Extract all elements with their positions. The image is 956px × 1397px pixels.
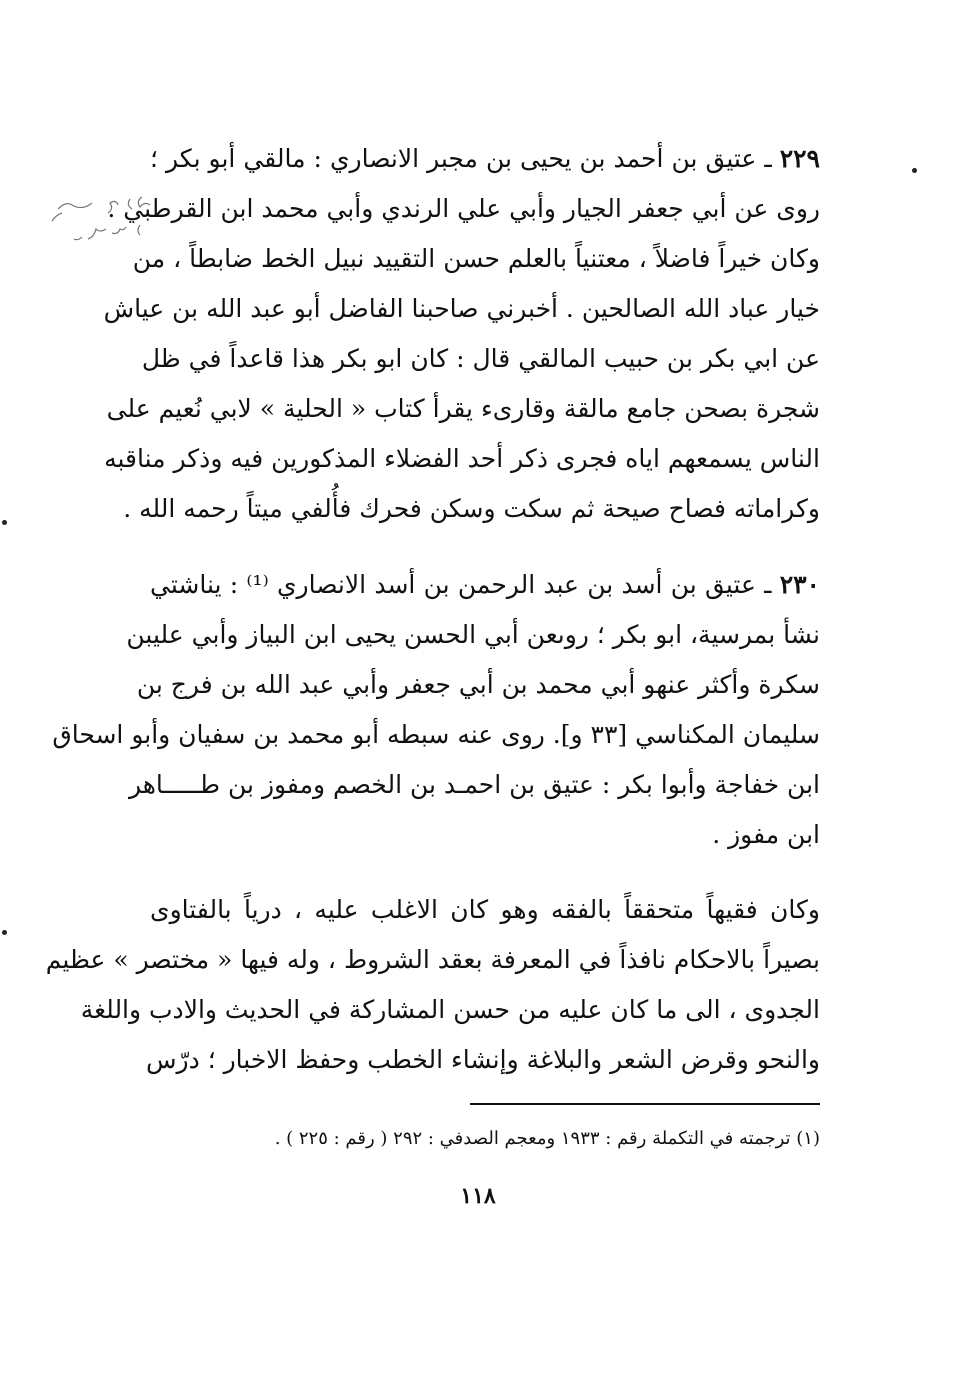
entry-line: ٢٢٩ ـ عتيق بن أحمد بن يحيى بن مجبر الانصاري : مالقي أبو بكر ؛ <box>150 144 820 173</box>
entry-line: خيار عباد الله الصالحين . أخبرني صاحبنا الفاضل أبو عبد الله بن عياش <box>103 294 820 323</box>
entry-line: ابن خفاجة وأبوا بكر : عتيق بن احمـد بن الخصم ومفوز بن طـــــاهر <box>128 770 820 799</box>
margin-speck <box>2 520 7 525</box>
margin-speck <box>2 930 7 935</box>
entry-line: الناس يسمعهم اياه فجرى ذكر أحد الفضلاء المذكورين فيه وذكر مناقبه <box>104 444 820 473</box>
entry-line: شجرة بصحن جامع مالقة وقارىء يقرأ كتاب « الحلية » لابي نُعيم على <box>106 394 820 423</box>
entry-line: ٢٣٠ ـ عتيق بن أسد بن عبد الرحمن بن أسد الانصاري ⁽¹⁾ : يناشتي <box>150 570 820 599</box>
entry-line: بصيراً بالاحكام نافذاً في المعرفة بعقد الشروط ، وله فيها « مختصر » عظيم <box>45 945 820 974</box>
entry-line: سليمان المكناسي [٣٣ و]. روى عنه سبطه أبو محمد بن سفيان وأبو اسحاق <box>52 720 820 749</box>
entry-line: والنحو وقرض الشعر والبلاغة وإنشاء الخطب وحفظ الاخبار ؛ درّس <box>146 1045 820 1074</box>
entry-line: سكرة وأكثر عنهو أبي محمد بن أبي جعفر وأبي عبد الله بن فرج بن <box>136 670 820 699</box>
entry-number: ٢٣٠ <box>779 570 820 599</box>
entry-line: وكراماته فصاح صيحة ثم سكت وسكن فحرك فأُلفي ميتاً رحمه الله . <box>123 494 820 523</box>
entry-line: الجدوى ، الى ما كان عليه من حسن المشاركة في الحديث والادب واللغة <box>80 995 820 1024</box>
entry-line: وكان خيراً فاضلاً ، معتنياً بالعلم حسن التقييد نبيل الخط ضابطاً ، من <box>132 244 820 273</box>
entry-230 <box>52 560 820 860</box>
entry-number: ٢٢٩ <box>779 144 820 173</box>
entry-line: وكان فقيهاً متحققاً بالفقه وهو كان الاغلب عليه ، درياً بالفتاوى <box>150 895 820 924</box>
footnote: (١) ترجمته في التكملة رقم : ١٩٣٣ ومعجم الصدفي : ٢٩٢ ( رقم : ٢٢٥ ) . <box>274 1128 820 1149</box>
entry-line: نشأ بمرسية، ابو بكر ؛ روىعن أبي الحسن يحيى ابن البياز وأبي عليبن <box>126 620 820 649</box>
margin-speck <box>912 168 917 173</box>
entry-230-continuation <box>45 885 820 1085</box>
entry-229 <box>103 134 820 534</box>
entry-line: ابن مفوز . <box>712 820 820 849</box>
entry-line: عن ابي بكر بن حبيب المالقي قال : كان ابو بكر هذا قاعداً في ظل <box>141 344 820 373</box>
entry-line: روى عن أبي جعفر الجيار وأبي علي الرندي وأبي محمد ابن القرطبي . <box>107 194 820 223</box>
page-number: ١١٨ <box>460 1183 496 1209</box>
footnote-divider <box>470 1103 820 1105</box>
